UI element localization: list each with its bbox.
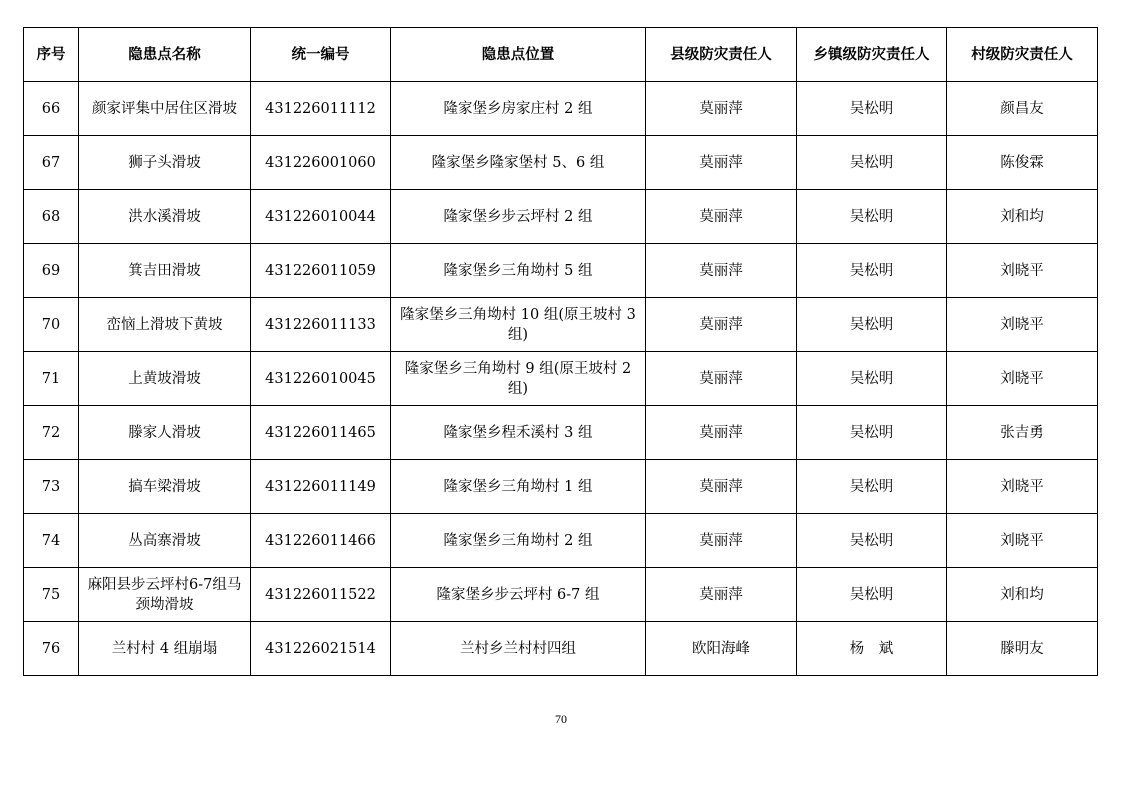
cell-name: 滕家人滑坡 xyxy=(79,406,251,460)
cell-seq: 69 xyxy=(24,244,79,298)
cell-town: 吴松明 xyxy=(797,352,947,406)
cell-location: 隆家堡乡步云坪村 6-7 组 xyxy=(391,568,646,622)
table-row xyxy=(24,82,1098,136)
table-header xyxy=(24,28,1098,82)
cell-seq: 72 xyxy=(24,406,79,460)
table-row xyxy=(24,352,1098,406)
cell-town: 吴松明 xyxy=(797,460,947,514)
page-number: 70 xyxy=(555,712,567,726)
table-row xyxy=(24,190,1098,244)
cell-town: 吴松明 xyxy=(797,190,947,244)
cell-village: 颜昌友 xyxy=(947,82,1098,136)
cell-code: 431226011466 xyxy=(251,514,391,568)
header-town: 乡镇级防灾责任人 xyxy=(797,28,947,82)
cell-county: 欧阳海峰 xyxy=(646,622,797,676)
cell-location: 隆家堡乡房家庄村 2 组 xyxy=(391,82,646,136)
cell-location: 隆家堡乡三角坳村 5 组 xyxy=(391,244,646,298)
cell-location: 隆家堡乡步云坪村 2 组 xyxy=(391,190,646,244)
cell-county: 莫丽萍 xyxy=(646,190,797,244)
hazard-points-table xyxy=(23,27,1098,676)
cell-county: 莫丽萍 xyxy=(646,514,797,568)
header-location: 隐患点位置 xyxy=(391,28,646,82)
cell-seq: 70 xyxy=(24,298,79,352)
cell-village: 滕明友 xyxy=(947,622,1098,676)
cell-location: 隆家堡乡三角坳村 1 组 xyxy=(391,460,646,514)
header-county: 县级防灾责任人 xyxy=(646,28,797,82)
cell-town: 杨 斌 xyxy=(797,622,947,676)
cell-town: 吴松明 xyxy=(797,514,947,568)
cell-code: 431226001060 xyxy=(251,136,391,190)
cell-seq: 67 xyxy=(24,136,79,190)
cell-location: 兰村乡兰村村四组 xyxy=(391,622,646,676)
cell-town: 吴松明 xyxy=(797,298,947,352)
cell-county: 莫丽萍 xyxy=(646,136,797,190)
cell-county: 莫丽萍 xyxy=(646,568,797,622)
cell-village: 刘和均 xyxy=(947,190,1098,244)
cell-code: 431226011059 xyxy=(251,244,391,298)
table-body xyxy=(24,82,1098,676)
cell-name: 箕吉田滑坡 xyxy=(79,244,251,298)
cell-village: 张吉勇 xyxy=(947,406,1098,460)
cell-county: 莫丽萍 xyxy=(646,298,797,352)
cell-village: 刘晓平 xyxy=(947,460,1098,514)
cell-town: 吴松明 xyxy=(797,568,947,622)
cell-village: 刘晓平 xyxy=(947,244,1098,298)
table-row xyxy=(24,460,1098,514)
cell-name: 上黄坡滑坡 xyxy=(79,352,251,406)
cell-town: 吴松明 xyxy=(797,244,947,298)
header-village: 村级防灾责任人 xyxy=(947,28,1098,82)
header-name: 隐患点名称 xyxy=(79,28,251,82)
table-row xyxy=(24,568,1098,622)
cell-county: 莫丽萍 xyxy=(646,244,797,298)
cell-seq: 75 xyxy=(24,568,79,622)
cell-name: 狮子头滑坡 xyxy=(79,136,251,190)
table-row xyxy=(24,406,1098,460)
cell-code: 431226011112 xyxy=(251,82,391,136)
table-row xyxy=(24,244,1098,298)
cell-code: 431226021514 xyxy=(251,622,391,676)
cell-code: 431226010045 xyxy=(251,352,391,406)
cell-county: 莫丽萍 xyxy=(646,352,797,406)
cell-code: 431226010044 xyxy=(251,190,391,244)
cell-seq: 73 xyxy=(24,460,79,514)
table-row xyxy=(24,622,1098,676)
cell-location: 隆家堡乡程禾溪村 3 组 xyxy=(391,406,646,460)
cell-county: 莫丽萍 xyxy=(646,82,797,136)
table-row xyxy=(24,514,1098,568)
header-code: 统一编号 xyxy=(251,28,391,82)
cell-name: 洪水溪滑坡 xyxy=(79,190,251,244)
table-row xyxy=(24,136,1098,190)
cell-village: 刘晓平 xyxy=(947,298,1098,352)
cell-seq: 68 xyxy=(24,190,79,244)
cell-location: 隆家堡乡三角坳村 10 组(原王坡村 3 组) xyxy=(391,298,646,352)
cell-county: 莫丽萍 xyxy=(646,406,797,460)
cell-county: 莫丽萍 xyxy=(646,460,797,514)
cell-seq: 66 xyxy=(24,82,79,136)
cell-code: 431226011149 xyxy=(251,460,391,514)
cell-location: 隆家堡乡三角坳村 9 组(原王坡村 2 组) xyxy=(391,352,646,406)
cell-name: 兰村村 4 组崩塌 xyxy=(79,622,251,676)
table-row xyxy=(24,298,1098,352)
cell-seq: 74 xyxy=(24,514,79,568)
cell-name: 颜家评集中居住区滑坡 xyxy=(79,82,251,136)
cell-location: 隆家堡乡三角坳村 2 组 xyxy=(391,514,646,568)
cell-seq: 71 xyxy=(24,352,79,406)
cell-code: 431226011133 xyxy=(251,298,391,352)
cell-name: 搞车梁滑坡 xyxy=(79,460,251,514)
cell-town: 吴松明 xyxy=(797,136,947,190)
cell-code: 431226011522 xyxy=(251,568,391,622)
cell-location: 隆家堡乡隆家堡村 5、6 组 xyxy=(391,136,646,190)
cell-name: 峦恼上滑坡下黄坡 xyxy=(79,298,251,352)
cell-village: 刘晓平 xyxy=(947,514,1098,568)
header-row xyxy=(24,28,1098,82)
cell-town: 吴松明 xyxy=(797,82,947,136)
cell-town: 吴松明 xyxy=(797,406,947,460)
cell-seq: 76 xyxy=(24,622,79,676)
cell-name: 丛高寨滑坡 xyxy=(79,514,251,568)
cell-village: 刘和均 xyxy=(947,568,1098,622)
cell-village: 陈俊霖 xyxy=(947,136,1098,190)
header-seq: 序号 xyxy=(24,28,79,82)
cell-code: 431226011465 xyxy=(251,406,391,460)
cell-village: 刘晓平 xyxy=(947,352,1098,406)
cell-name: 麻阳县步云坪村6-7组马颈坳滑坡 xyxy=(79,568,251,622)
